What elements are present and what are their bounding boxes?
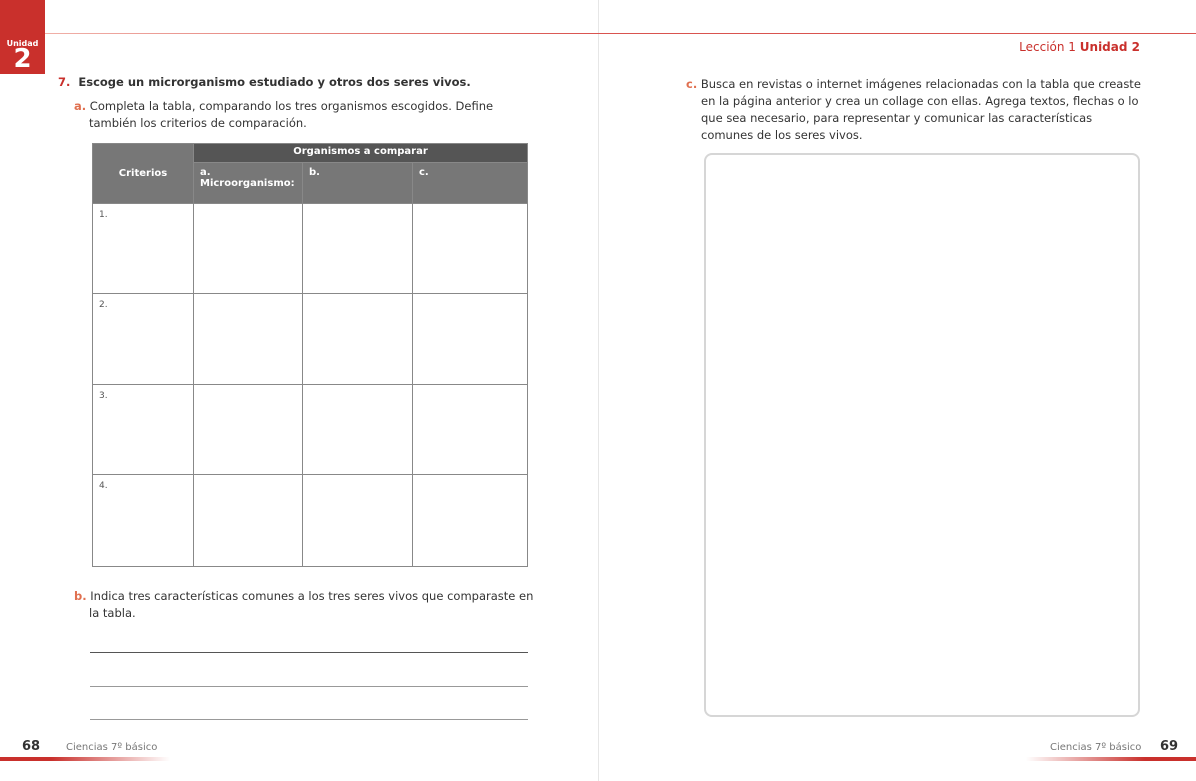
part-a-letter: a. [74, 99, 87, 113]
cell[interactable] [413, 204, 528, 294]
cell[interactable] [303, 294, 413, 385]
cell[interactable] [194, 385, 303, 475]
criteria-cell[interactable]: 1. [93, 204, 194, 294]
part-c-text: Busca en revistas o internet imágenes relacionadas con la tabla que creaste en la página anterior y crea un collage con ellas. Agrega textos, flechas o lo que sea necesario, para representar y comunicar las características comunes de los seres vivos. [700, 77, 1141, 142]
column-header: a. Microorganismo: [194, 163, 303, 204]
table-row [93, 385, 528, 475]
page-number-right: 69 [1160, 739, 1179, 754]
answer-line[interactable] [90, 652, 528, 653]
unit-label: Unidad [6, 39, 39, 48]
page-number-left: 68 [22, 739, 41, 754]
answer-line[interactable] [90, 686, 528, 687]
question-7 [58, 74, 471, 91]
part-c-letter: c. [686, 77, 698, 91]
criteria-cell[interactable]: 3. [93, 385, 194, 475]
part-b-letter: b. [74, 589, 87, 603]
cell[interactable] [413, 294, 528, 385]
footer-bar-right [1026, 757, 1196, 761]
question-number: 7. [58, 75, 71, 89]
cell[interactable] [303, 475, 413, 567]
page-divider [598, 0, 599, 781]
group-header: Organismos a comparar [194, 144, 528, 163]
column-header: c. [413, 163, 528, 204]
cell[interactable] [194, 204, 303, 294]
unit-tab [0, 0, 45, 74]
book-title-left: Ciencias 7º básico [66, 742, 158, 753]
cell[interactable] [194, 475, 303, 567]
header-rule-left [45, 33, 598, 34]
part-b [74, 588, 534, 622]
cell[interactable] [303, 385, 413, 475]
table-row [93, 294, 528, 385]
part-b-text: Indica tres características comunes a los tres seres vivos que comparaste en la tabla. [89, 589, 534, 620]
footer-bar-left [0, 757, 170, 761]
cell[interactable] [303, 204, 413, 294]
lesson-header [1019, 40, 1140, 54]
collage-box[interactable] [704, 153, 1140, 717]
part-a [74, 98, 534, 132]
table-row [93, 475, 528, 567]
part-a-text: Completa la tabla, comparando los tres organismos escogidos. Define también los criterios de comparación. [89, 99, 494, 130]
lesson-label: Lección 1 [1019, 40, 1076, 54]
criteria-header: Criterios [93, 144, 194, 204]
unit-number: 2 [13, 44, 32, 74]
comparison-table [92, 143, 528, 567]
cell[interactable] [194, 294, 303, 385]
question-text: Escoge un microrganismo estudiado y otros dos seres vivos. [78, 75, 471, 89]
header-rule-right [598, 33, 1196, 34]
book-title-right: Ciencias 7º básico [1050, 742, 1142, 753]
criteria-cell[interactable]: 2. [93, 294, 194, 385]
column-header: b. [303, 163, 413, 204]
answer-line[interactable] [90, 719, 528, 720]
unit-label-right: Unidad 2 [1079, 40, 1140, 54]
table-row [93, 204, 528, 294]
part-c [686, 76, 1146, 144]
criteria-cell[interactable]: 4. [93, 475, 194, 567]
cell[interactable] [413, 475, 528, 567]
cell[interactable] [413, 385, 528, 475]
